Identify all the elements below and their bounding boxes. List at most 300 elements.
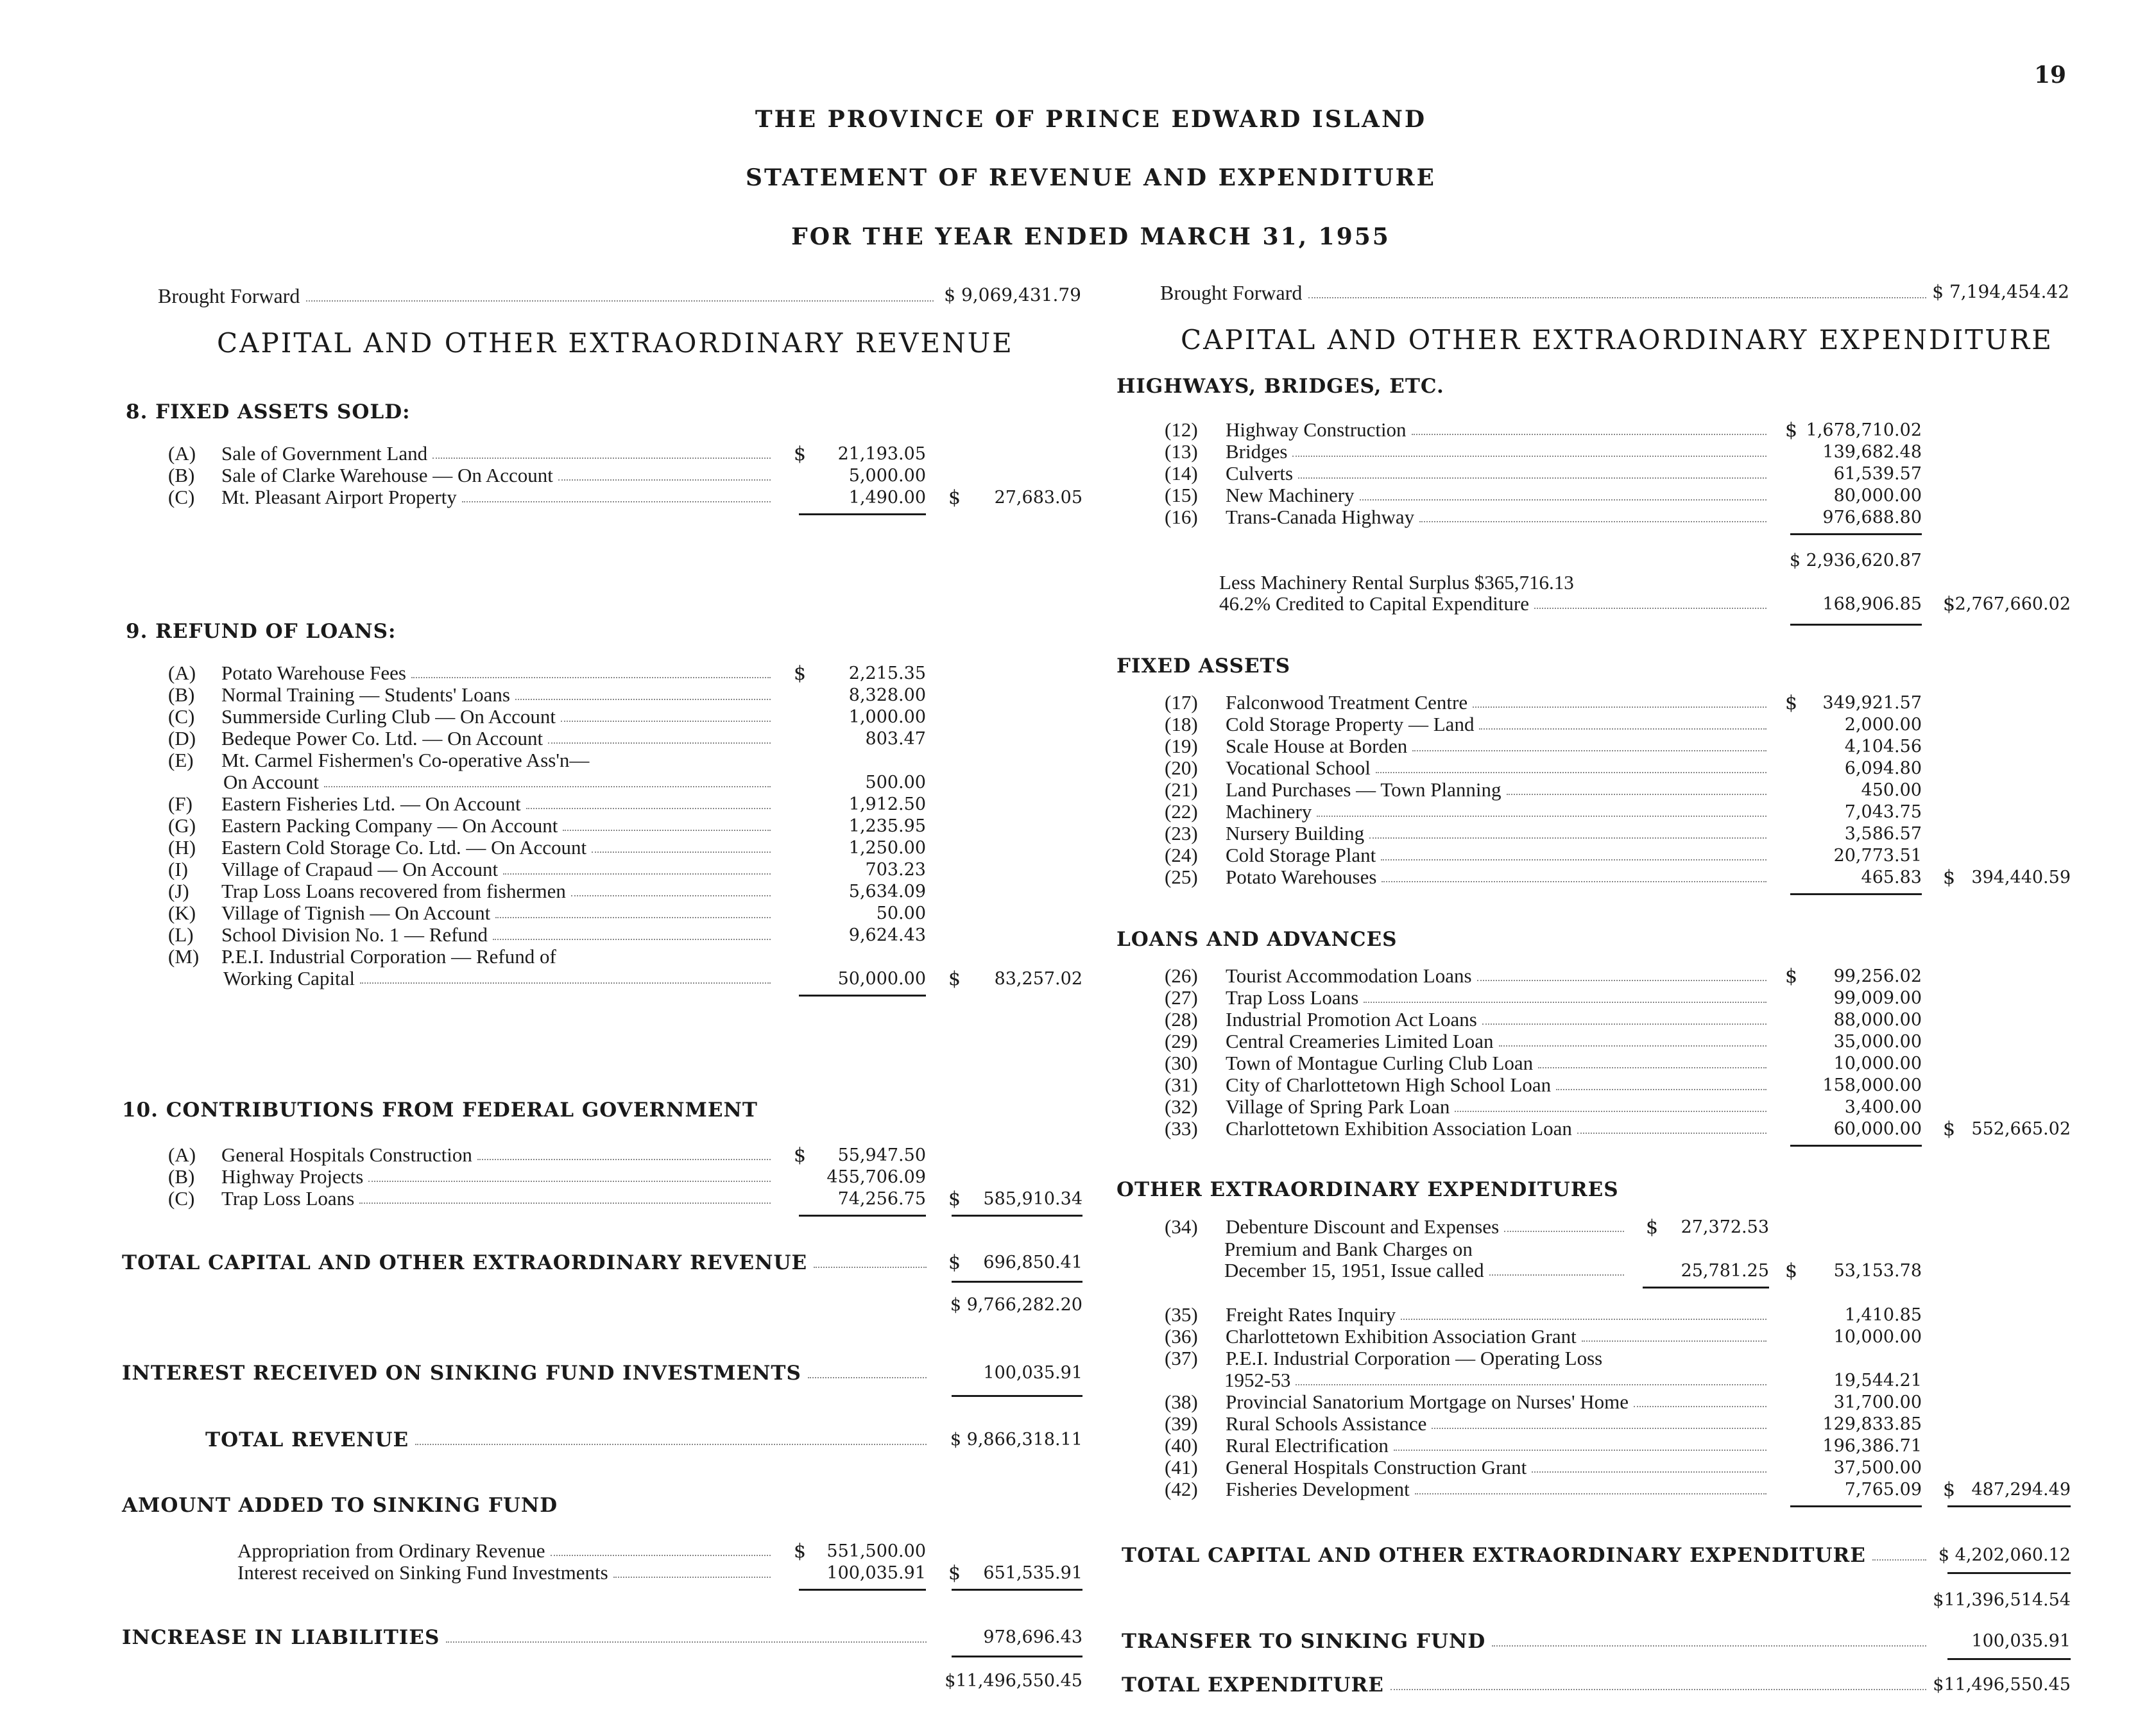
leader-dots xyxy=(1538,1052,1767,1068)
item-label-text: Rural Electrification xyxy=(1226,1435,1389,1457)
item-code: (13) xyxy=(1165,440,1198,463)
item-code: (38) xyxy=(1165,1391,1198,1413)
item-label xyxy=(1226,866,1769,888)
leader-dots xyxy=(1296,1369,1767,1385)
section-8-total: 27,683.05 xyxy=(994,488,1082,508)
leader-dots xyxy=(1582,1326,1767,1342)
item-label-text: Eastern Fisheries Ltd. — On Account xyxy=(221,793,521,815)
item-label-text: Scale House at Borden xyxy=(1226,735,1408,757)
amount: 100,035.91 xyxy=(826,1563,926,1583)
amount: 349,921.57 xyxy=(1822,693,1922,713)
leader-dots xyxy=(551,1540,771,1556)
item-code: (25) xyxy=(1165,866,1198,888)
leader-dots xyxy=(1412,419,1767,435)
item-label xyxy=(221,1166,773,1188)
item-label xyxy=(1226,1074,1769,1096)
section-10-title: 10. CONTRIBUTIONS FROM FEDERAL GOVERNMENT xyxy=(122,1099,758,1122)
item-label xyxy=(1226,735,1769,757)
leader-dots xyxy=(1482,1009,1767,1025)
item-label xyxy=(221,1188,773,1210)
leader-dots xyxy=(1499,1031,1767,1047)
amount: 3,586.57 xyxy=(1844,824,1922,844)
left-section-title: CAPITAL AND OTHER EXTRAORDINARY REVENUE xyxy=(217,327,1014,359)
amount: 803.47 xyxy=(865,729,926,749)
leader-dots xyxy=(1479,714,1767,730)
leader-dots xyxy=(1455,1096,1767,1112)
leader-dots xyxy=(1419,506,1767,522)
item-label xyxy=(1226,714,1769,735)
item-code: (14) xyxy=(1165,462,1198,484)
item-label xyxy=(1226,506,1769,528)
item-code: (31) xyxy=(1165,1074,1198,1096)
item-code: (B) xyxy=(168,683,195,706)
amount: 196,386.71 xyxy=(1822,1436,1922,1456)
amount: 21,193.05 xyxy=(837,444,926,464)
item-label xyxy=(1226,823,1769,844)
leader-dots xyxy=(1473,692,1767,708)
interest-sinking-fund-value: 100,035.91 xyxy=(983,1363,1082,1383)
item-label xyxy=(1226,1118,1769,1140)
total-capital-expenditure-value: $ 4,202,060.12 xyxy=(1938,1545,2071,1565)
item-code: (F) xyxy=(168,792,193,815)
premium-line: Premium and Bank Charges on xyxy=(1224,1238,1473,1260)
expenditure-subtotal: $11,396,514.54 xyxy=(1933,1590,2071,1610)
item-label-text: Industrial Promotion Act Loans xyxy=(1226,1009,1477,1031)
total-capital-revenue-value: 696,850.41 xyxy=(983,1253,1082,1272)
item-label-text: Village of Tignish — On Account xyxy=(221,902,491,924)
right-section-title: CAPITAL AND OTHER EXTRAORDINARY EXPENDITURE xyxy=(1181,324,2053,355)
item-label xyxy=(1224,1260,1627,1281)
item-code: (18) xyxy=(1165,713,1198,735)
item-label xyxy=(1226,1031,1769,1052)
leader-dots xyxy=(477,1144,771,1160)
item-label xyxy=(221,1144,773,1166)
section-8-title: 8. FIXED ASSETS SOLD: xyxy=(126,400,411,424)
amount: 465.83 xyxy=(1861,868,1922,887)
item-label-text: 46.2% Credited to Capital Expenditure xyxy=(1219,593,1529,615)
amount: 19,544.21 xyxy=(1833,1371,1922,1391)
premium-amount: 25,781.25 xyxy=(1681,1261,1769,1281)
item-label-text: P.E.I. Industrial Corporation — Refund of xyxy=(221,946,556,968)
header-line-1: THE PROVINCE OF PRINCE EDWARD ISLAND xyxy=(755,106,1427,133)
item-label-text: Summerside Curling Club — On Account xyxy=(221,706,556,728)
item-label-text: Land Purchases — Town Planning xyxy=(1226,779,1502,801)
item-label-text: Fisheries Development xyxy=(1226,1478,1410,1500)
dollar-sign: $ xyxy=(948,1562,961,1584)
table-row xyxy=(0,1166,2156,1188)
item-code: (37) xyxy=(1165,1347,1198,1369)
item-label xyxy=(221,924,773,946)
item-code: (B) xyxy=(168,1165,195,1188)
amount: 99,009.00 xyxy=(1833,988,1922,1008)
dollar-sign: $ xyxy=(794,1540,807,1562)
sum-rule xyxy=(799,1589,926,1591)
amount: 61,539.57 xyxy=(1833,464,1922,484)
item-label xyxy=(1226,801,1769,823)
amount: 8,328.00 xyxy=(848,685,926,705)
item-label-text: Nursery Building xyxy=(1226,823,1365,844)
item-code: (K) xyxy=(168,902,196,924)
amount: 129,833.85 xyxy=(1822,1414,1922,1434)
dollar-sign: $ xyxy=(948,1251,961,1274)
item-code: (32) xyxy=(1165,1095,1198,1118)
amount-added-title: AMOUNT ADDED TO SINKING FUND xyxy=(122,1494,558,1517)
item-label xyxy=(1226,1391,1769,1413)
amount: 1,912.50 xyxy=(848,794,926,814)
item-code: (28) xyxy=(1165,1008,1198,1031)
item-code: (16) xyxy=(1165,506,1198,528)
dollar-sign: $ xyxy=(794,1144,807,1167)
item-label xyxy=(1226,844,1769,866)
leader-dots xyxy=(613,1562,771,1578)
amount: 74,256.75 xyxy=(837,1189,926,1209)
item-label-text: P.E.I. Industrial Corporation — Operating Loss xyxy=(1226,1348,1603,1369)
highways-subtotal: $ 2,936,620.87 xyxy=(1789,551,1922,570)
loans-title: LOANS AND ADVANCES xyxy=(1116,928,1398,951)
sum-rule xyxy=(1643,1287,1769,1288)
sum-rule xyxy=(1947,1658,2071,1660)
leader-dots xyxy=(446,1626,927,1643)
highways-title: HIGHWAYS, BRIDGES, ETC. xyxy=(1116,375,1444,398)
item-label-text: Eastern Cold Storage Co. Ltd. — On Account xyxy=(221,837,587,859)
leader-dots xyxy=(1504,1216,1624,1232)
item-label xyxy=(1226,987,1769,1009)
item-label-text: School Division No. 1 — Refund xyxy=(221,924,488,946)
amount: 55,947.50 xyxy=(837,1145,926,1165)
leader-dots xyxy=(1415,1478,1767,1494)
dollar-sign: $ xyxy=(1943,593,1956,615)
item-label xyxy=(1226,1326,1769,1348)
item-code: (C) xyxy=(168,486,195,508)
leader-dots xyxy=(493,924,771,940)
amount: 6,094.80 xyxy=(1844,758,1922,778)
item-code: (40) xyxy=(1165,1434,1198,1457)
item-code: (A) xyxy=(168,662,196,684)
item-label-text: Charlottetown Exhibition Association Grant xyxy=(1226,1326,1577,1348)
sum-rule xyxy=(1790,1145,1922,1147)
item-label-text: Potato Warehouses xyxy=(1226,866,1377,888)
amount: 2,215.35 xyxy=(848,663,926,683)
item-label-text: General Hospitals Construction xyxy=(221,1144,472,1166)
item-label-text: Falconwood Treatment Centre xyxy=(1226,692,1468,714)
item-label xyxy=(221,662,773,684)
leader-dots xyxy=(1412,735,1767,751)
item-label-text: Provincial Sanatorium Mortgage on Nurses' Home xyxy=(1226,1391,1629,1413)
item-code: (39) xyxy=(1165,1412,1198,1435)
other-title: OTHER EXTRAORDINARY EXPENDITURES xyxy=(1116,1178,1619,1201)
label-text: TRANSFER TO SINKING FUND xyxy=(1122,1630,1486,1653)
item-code: (H) xyxy=(168,836,196,859)
sum-rule xyxy=(952,1656,1082,1657)
leader-dots xyxy=(359,1188,771,1204)
amount: 3,400.00 xyxy=(1844,1097,1922,1117)
dollar-sign: $ xyxy=(1785,419,1798,441)
item-label-text: Bedeque Power Co. Ltd. — On Account xyxy=(221,728,543,749)
item-code: (I) xyxy=(168,858,188,880)
leader-dots xyxy=(1872,1544,1926,1561)
item-label-text: Trans-Canada Highway xyxy=(1226,506,1415,528)
amount: 37,500.00 xyxy=(1833,1458,1922,1478)
amount: 4,104.56 xyxy=(1844,737,1922,757)
table-row xyxy=(0,662,2156,684)
item-code: (23) xyxy=(1165,822,1198,844)
item-label xyxy=(221,902,773,924)
item-code: (E) xyxy=(168,749,194,771)
amount: 9,624.43 xyxy=(848,925,926,945)
item-code: (12) xyxy=(1165,418,1198,441)
amount: 31,700.00 xyxy=(1833,1392,1922,1412)
less-machinery-line-1: Less Machinery Rental Surplus $365,716.13 xyxy=(1219,571,1574,594)
item-label-text: New Machinery xyxy=(1226,484,1355,506)
header-line-3: FOR THE YEAR ENDED MARCH 31, 1955 xyxy=(791,223,1390,250)
leader-dots xyxy=(1376,757,1767,773)
fixed-assets-total: 394,440.59 xyxy=(1971,868,2071,887)
item-label xyxy=(1226,757,1769,779)
item-label-text: 1952-53 xyxy=(1224,1369,1291,1391)
amount-added-total: 651,535.91 xyxy=(983,1563,1082,1583)
item-code: (29) xyxy=(1165,1030,1198,1052)
item-code: (41) xyxy=(1165,1456,1198,1478)
amount: 60,000.00 xyxy=(1833,1119,1922,1139)
leader-dots xyxy=(1477,965,1767,981)
leader-dots xyxy=(1317,801,1767,817)
increase-liabilities-label xyxy=(122,1626,930,1649)
item-label-text: Appropriation from Ordinary Revenue xyxy=(237,1540,545,1562)
dollar-sign: $ xyxy=(1785,692,1798,714)
total-expenditure-value: $11,496,550.45 xyxy=(1933,1675,2071,1695)
section-9-title: 9. REFUND OF LOANS: xyxy=(126,620,397,643)
item-label-text: Vocational School xyxy=(1226,757,1371,779)
left-grand-total: $11,496,550.45 xyxy=(945,1671,1082,1691)
fixed-assets-title: FIXED ASSETS xyxy=(1116,655,1291,678)
section-9-total: 83,257.02 xyxy=(994,969,1082,989)
leader-dots xyxy=(1381,844,1767,860)
table-row xyxy=(0,1144,2156,1166)
table-row xyxy=(0,1348,2156,1369)
item-label-text: General Hospitals Construction Grant xyxy=(1226,1457,1527,1478)
highways-total: 2,767,660.02 xyxy=(1955,594,2071,614)
dollar-sign: $ xyxy=(948,1188,961,1210)
amount: 976,688.80 xyxy=(1822,508,1922,527)
item-code: (33) xyxy=(1165,1117,1198,1140)
item-label-text: Debenture Discount and Expenses xyxy=(1226,1216,1500,1238)
item-label-text: Trap Loss Loans recovered from fishermen xyxy=(221,880,566,902)
amount: 1,678,710.02 xyxy=(1806,420,1922,440)
leader-dots xyxy=(411,662,771,678)
table-row xyxy=(0,902,2156,924)
item-label xyxy=(1226,1052,1769,1074)
item-label xyxy=(1226,1457,1769,1478)
item-code: (19) xyxy=(1165,735,1198,757)
item-label-text: Sale of Clarke Warehouse — On Account xyxy=(221,465,553,486)
leader-dots xyxy=(1364,987,1767,1003)
item-label-text: Culverts xyxy=(1226,463,1294,484)
item-label-text: Village of Spring Park Loan xyxy=(1226,1096,1450,1118)
item-label-text: Charlottetown Exhibition Association Loan xyxy=(1226,1118,1572,1140)
item-label xyxy=(1226,1304,1769,1326)
label-text: TOTAL REVENUE xyxy=(205,1428,409,1451)
dollar-sign: $ xyxy=(1943,866,1956,889)
leader-dots xyxy=(1507,779,1767,795)
item-code: (17) xyxy=(1165,691,1198,714)
dollar-sign: $ xyxy=(1943,1118,1956,1140)
label-text: INCREASE IN LIABILITIES xyxy=(122,1626,440,1649)
item-code: (30) xyxy=(1165,1052,1198,1074)
item-label xyxy=(1226,1009,1769,1031)
amount: 450.00 xyxy=(1861,780,1922,800)
item-label-text: Tourist Accommodation Loans xyxy=(1226,965,1472,987)
item-label-text: Highway Construction xyxy=(1226,419,1407,441)
item-label xyxy=(1226,1413,1769,1435)
item-label xyxy=(1226,1096,1769,1118)
leader-dots xyxy=(1390,1673,1926,1690)
item-code: (22) xyxy=(1165,800,1198,823)
amount: 20,773.51 xyxy=(1833,846,1922,866)
leader-dots xyxy=(1369,823,1767,839)
item-code: (15) xyxy=(1165,484,1198,506)
item-label-text: Machinery xyxy=(1226,801,1312,823)
amount: 158,000.00 xyxy=(1822,1075,1922,1095)
sum-rule xyxy=(1790,533,1922,535)
leader-dots xyxy=(1292,441,1767,457)
item-label-text: Potato Warehouse Fees xyxy=(221,662,406,684)
item-code: (35) xyxy=(1165,1303,1198,1326)
other-total: 487,294.49 xyxy=(1971,1480,2071,1500)
amount: 7,765.09 xyxy=(1844,1480,1922,1500)
item-label-text: Rural Schools Assistance xyxy=(1226,1413,1427,1435)
item-label-text: Eastern Packing Company — On Account xyxy=(221,815,558,837)
item-code: (36) xyxy=(1165,1325,1198,1348)
leader-dots xyxy=(1534,593,1767,609)
amount: 1,250.00 xyxy=(848,838,926,858)
item-label-text: Cold Storage Plant xyxy=(1226,844,1376,866)
section-10-total: 585,910.34 xyxy=(983,1189,1082,1209)
item-label-text: Working Capital xyxy=(223,968,355,989)
label-text: TOTAL CAPITAL AND OTHER EXTRAORDINARY REVENUE xyxy=(122,1251,808,1274)
item-code: (27) xyxy=(1165,986,1198,1009)
amount: 500.00 xyxy=(865,773,926,792)
amount: 2,000.00 xyxy=(1844,715,1922,735)
transfer-sinking-fund-value: 100,035.91 xyxy=(1971,1631,2071,1651)
dollar-sign: $ xyxy=(1785,965,1798,988)
amount: 7,043.75 xyxy=(1844,802,1922,822)
total-revenue-value: $ 9,866,318.11 xyxy=(950,1430,1082,1450)
dollar-sign: $ xyxy=(948,486,961,509)
item-code: (A) xyxy=(168,442,196,465)
item-label-text: City of Charlottetown High School Loan xyxy=(1226,1074,1552,1096)
dollar-sign: $ xyxy=(1646,1216,1659,1238)
item-label xyxy=(1224,1369,1769,1391)
header-line-2: STATEMENT OF REVENUE AND EXPENDITURE xyxy=(746,164,1436,191)
right-brought-forward-value: $ 7,194,454.42 xyxy=(1932,281,2069,302)
amount: 10,000.00 xyxy=(1833,1327,1922,1347)
item-label-text: Trap Loss Loans xyxy=(1226,987,1359,1009)
loans-total: 552,665.02 xyxy=(1971,1119,2071,1139)
amount: 455,706.09 xyxy=(826,1167,926,1187)
item-label-text: Highway Projects xyxy=(221,1166,364,1188)
leader-dots xyxy=(1401,1304,1767,1320)
label-text: INTEREST RECEIVED ON SINKING FUND INVESTMENTS xyxy=(122,1362,801,1385)
transfer-sinking-fund-label xyxy=(1122,1630,1930,1653)
table-row xyxy=(0,946,2156,968)
item-label xyxy=(1219,593,1769,615)
leader-dots xyxy=(1394,1435,1767,1451)
item-label-text: Trap Loss Loans xyxy=(221,1188,355,1210)
leader-dots xyxy=(1556,1074,1767,1090)
item-label-text: Cold Storage Property — Land xyxy=(1226,714,1475,735)
item-label xyxy=(1226,419,1769,441)
sum-rule xyxy=(1790,1505,1922,1507)
amount: 139,682.48 xyxy=(1822,442,1922,462)
item-code: (24) xyxy=(1165,844,1198,866)
left-brought-forward-value: $ 9,069,431.79 xyxy=(944,284,1081,305)
amount: 10,000.00 xyxy=(1833,1054,1922,1074)
amount: 703.23 xyxy=(865,860,926,880)
dollar-sign: $ xyxy=(1943,1478,1956,1501)
amount: 99,256.02 xyxy=(1833,966,1922,986)
amount: 80,000.00 xyxy=(1833,486,1922,506)
leader-dots xyxy=(1532,1457,1767,1473)
debenture-total: 53,153.78 xyxy=(1833,1261,1922,1281)
sum-rule xyxy=(1790,893,1922,895)
right-brought-forward: Brought Forward xyxy=(1160,281,1930,305)
item-code: (G) xyxy=(168,814,196,837)
item-code: (26) xyxy=(1165,964,1198,987)
leader-dots xyxy=(1360,484,1767,501)
item-label xyxy=(237,1540,773,1562)
leader-dots xyxy=(1577,1118,1767,1134)
item-label-text: Mt. Carmel Fishermen's Co-operative Ass'n— xyxy=(221,749,590,771)
label-text: TOTAL EXPENDITURE xyxy=(1122,1673,1384,1697)
item-code: (21) xyxy=(1165,778,1198,801)
leader-dots xyxy=(1492,1630,1926,1647)
item-label-text: Freight Rates Inquiry xyxy=(1226,1304,1396,1326)
item-code: (C) xyxy=(168,705,195,728)
item-label xyxy=(1226,484,1769,506)
item-label xyxy=(1226,1435,1769,1457)
amount: 5,000.00 xyxy=(848,466,926,486)
sum-rule xyxy=(1947,1505,2071,1507)
amount: 50,000.00 xyxy=(837,969,926,989)
leader-dots xyxy=(1634,1391,1767,1407)
item-code: (D) xyxy=(168,727,196,749)
item-label xyxy=(237,1562,773,1584)
item-code: (34) xyxy=(1165,1215,1198,1238)
table-row xyxy=(0,1216,2156,1238)
item-label-text: December 15, 1951, Issue called xyxy=(1224,1260,1484,1281)
item-label xyxy=(1226,692,1769,714)
increase-liabilities-value: 978,696.43 xyxy=(983,1627,1082,1647)
leader-dots xyxy=(1382,866,1767,882)
item-code: (20) xyxy=(1165,757,1198,779)
item-label-text: Village of Crapaud — On Account xyxy=(221,859,499,880)
sum-rule xyxy=(1947,1572,2071,1574)
amount: 88,000.00 xyxy=(1833,1010,1922,1030)
item-label-text: Town of Montague Curling Club Loan xyxy=(1226,1052,1534,1074)
item-code: (C) xyxy=(168,1187,195,1210)
amount: 5,634.09 xyxy=(848,882,926,902)
item-label-text: Interest received on Sinking Fund Investments xyxy=(237,1562,608,1584)
label-text: TOTAL CAPITAL AND OTHER EXTRAORDINARY EXPENDITURE xyxy=(1122,1544,1866,1567)
dollar-sign: $ xyxy=(794,443,807,465)
left-brought-forward: Brought Forward xyxy=(158,284,937,308)
dollar-sign: $ xyxy=(794,662,807,685)
item-label-text: Sale of Government Land xyxy=(221,443,428,465)
less-machinery-amount: 168,906.85 xyxy=(1822,594,1922,614)
leader-dots xyxy=(495,902,771,918)
item-label xyxy=(1226,441,1769,463)
debenture-amount: 27,372.53 xyxy=(1681,1217,1769,1237)
